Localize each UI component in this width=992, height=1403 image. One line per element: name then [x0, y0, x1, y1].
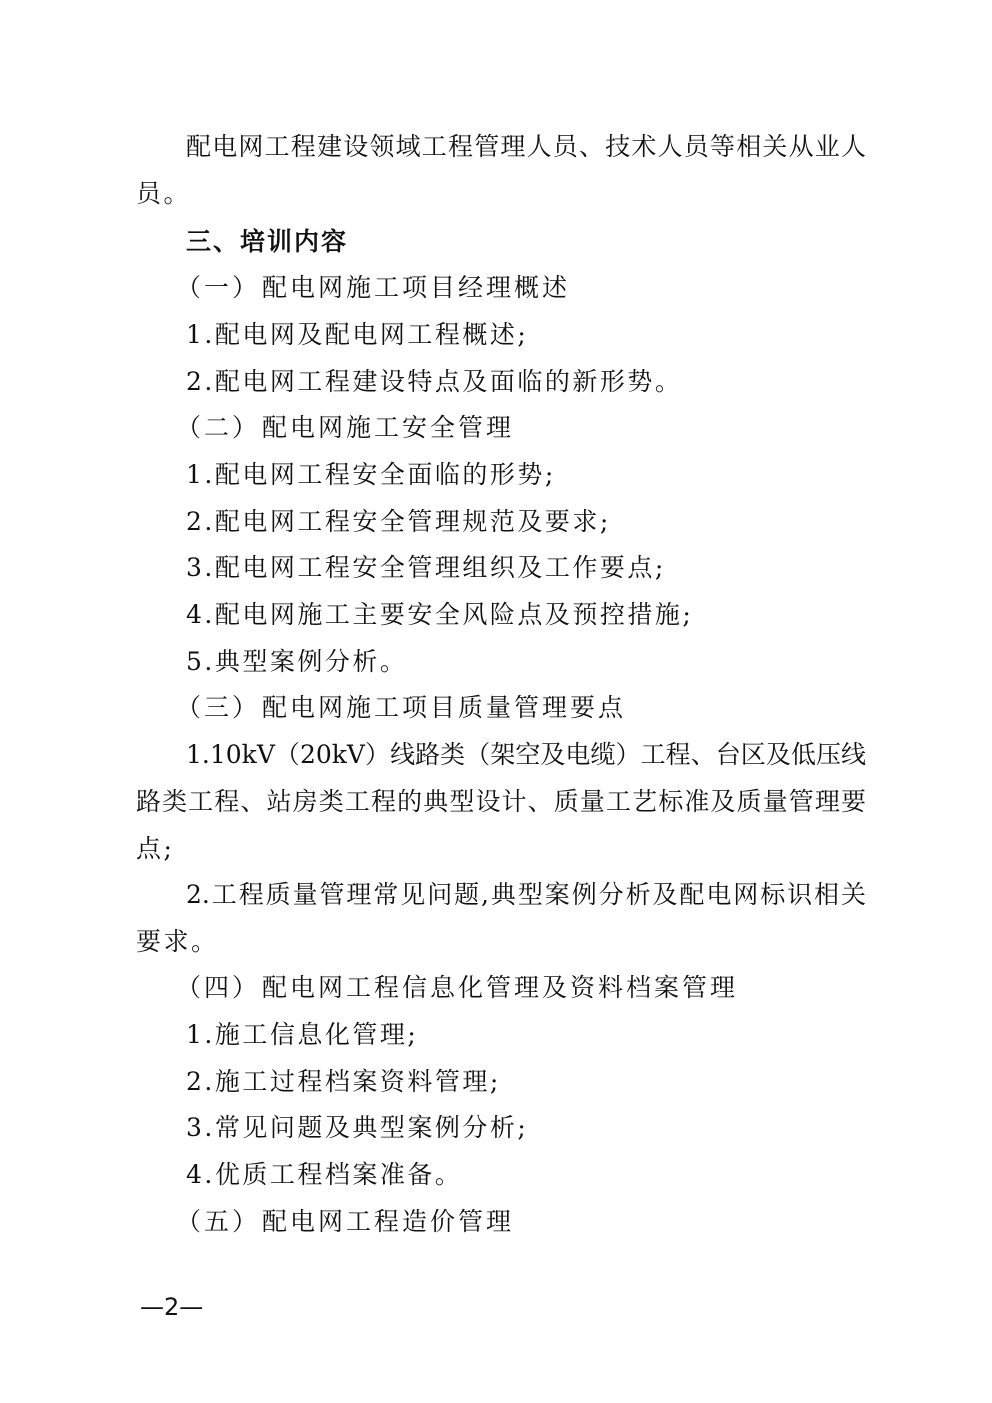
list-item: 1.施工信息化管理; [186, 1020, 419, 1049]
subsection-number: （二） [176, 413, 261, 442]
subsection-heading-1 [176, 272, 906, 304]
intro-paragraph-line-2: 员。 [136, 179, 192, 208]
list-item: 1.配电网及配电网工程概述; [186, 320, 529, 349]
list-item-line: 2.工程质量管理常见问题,典型案例分析及配电网标识相关 [186, 880, 866, 909]
page-number: —2— [140, 1293, 204, 1321]
list-item: 3.常见问题及典型案例分析; [186, 1113, 529, 1142]
subsection-number: （五） [176, 1207, 261, 1236]
subsection-heading-4 [176, 972, 906, 1004]
subsection-heading-2 [176, 412, 906, 444]
list-item: 4.优质工程档案准备。 [186, 1160, 463, 1189]
subsection-title: 配电网工程信息化管理及资料档案管理 [262, 973, 739, 1002]
list-item: 5.典型案例分析。 [186, 647, 408, 676]
list-item: 2.施工过程档案资料管理; [186, 1067, 501, 1096]
subsection-heading-3 [176, 692, 906, 724]
subsection-title: 配电网施工项目质量管理要点 [262, 693, 627, 722]
list-item-line: 点; [136, 834, 175, 863]
section-heading: 三、培训内容 [186, 227, 349, 256]
list-item: 2.配电网工程安全管理规范及要求; [186, 507, 611, 536]
list-item: 2.配电网工程建设特点及面临的新形势。 [186, 367, 683, 396]
subsection-number: （三） [176, 693, 261, 722]
subsection-title: 配电网施工安全管理 [262, 413, 515, 442]
intro-paragraph-line-1: 配电网工程建设领域工程管理人员、技术人员等相关从业人 [186, 132, 866, 161]
list-item-line: 路类工程、站房类工程的典型设计、质量工艺标准及质量管理要 [136, 787, 866, 816]
list-item-line: 要求。 [136, 927, 219, 956]
subsection-title: 配电网施工项目经理概述 [262, 273, 571, 302]
list-item-line: 1.10kV（20kV）线路类（架空及电缆）工程、台区及低压线 [186, 740, 866, 769]
subsection-number: （一） [176, 273, 261, 302]
subsection-heading-5 [176, 1206, 906, 1238]
list-item: 4.配电网施工主要安全风险点及预控措施; [186, 600, 694, 629]
list-item: 3.配电网工程安全管理组织及工作要点; [186, 553, 666, 582]
list-item: 1.配电网工程安全面临的形势; [186, 460, 556, 489]
subsection-number: （四） [176, 973, 261, 1002]
subsection-title: 配电网工程造价管理 [262, 1207, 515, 1236]
